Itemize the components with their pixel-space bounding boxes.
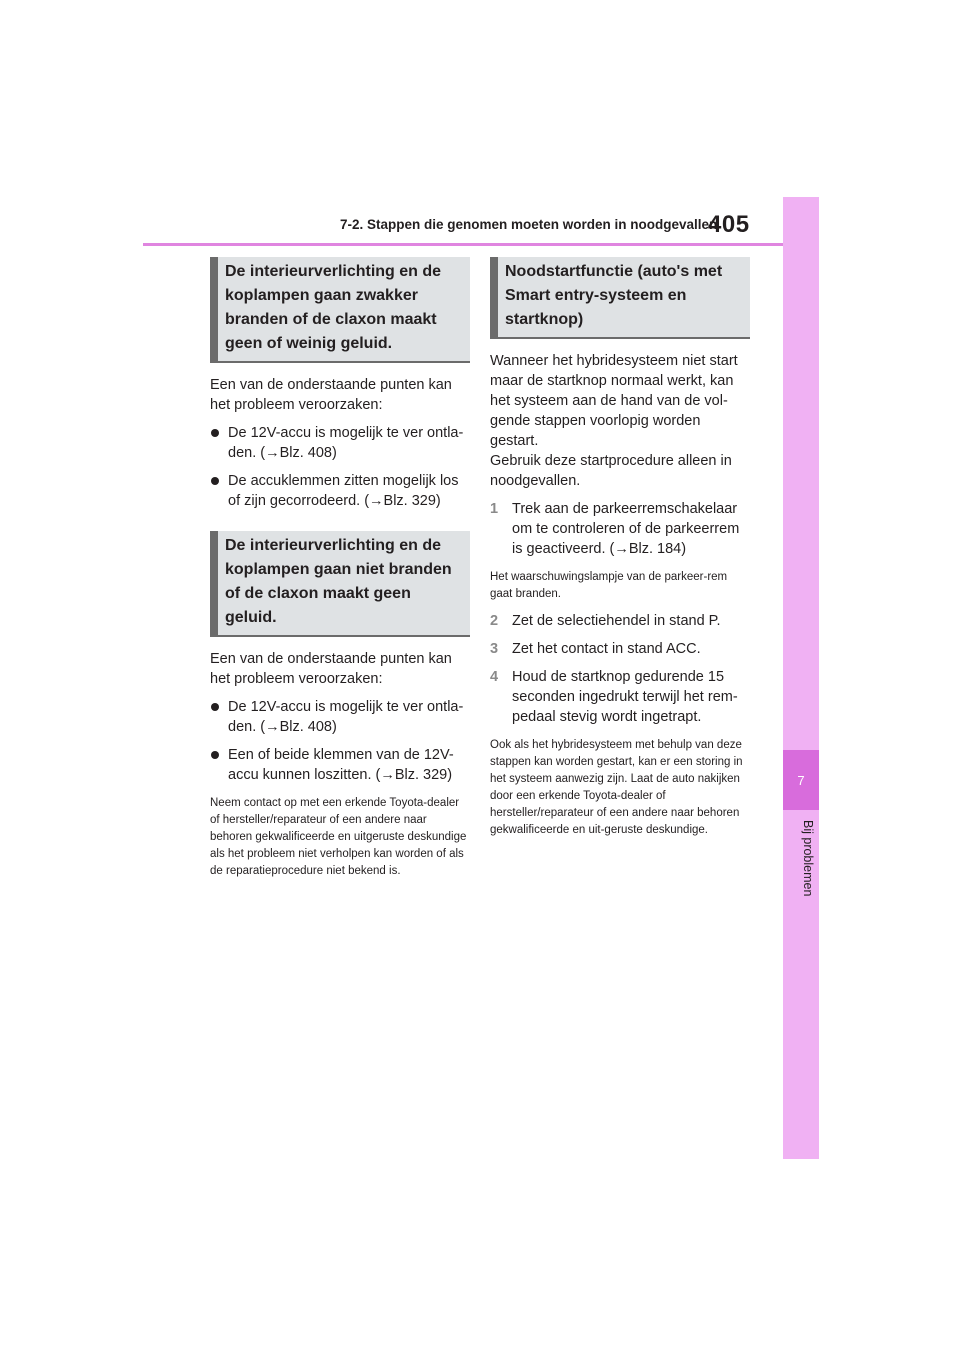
step-text: Trek aan de parkeerremschakelaar om te controleren of de parkeerrem is geactiveerd. (→Blz. 184) xyxy=(512,501,740,557)
section-heading-emergency-start: Noodstartfunctie (auto's met Smart entry-systeem en startknop) xyxy=(490,257,750,339)
section-intro: Een van de onderstaande punten kan het probleem veroorzaken: xyxy=(210,651,452,687)
section-intro-emergency-only: Gebruik deze startprocedure alleen in noodgevallen. xyxy=(490,453,732,489)
step-item xyxy=(490,639,750,659)
section-intro: Wanneer het hybridesysteem niet start maar de startknop normaal werkt, kan het systeem aan de hand van de vol-gende stappen voorlopig worden gestart. xyxy=(490,353,738,449)
page-number: 405 xyxy=(708,211,750,238)
step-item xyxy=(490,611,750,631)
step-number: 2 xyxy=(490,613,499,629)
list-item-text: De 12V-accu is mogelijk te ver ontla-den. (→Blz. 408) xyxy=(228,699,464,735)
bullet-icon xyxy=(211,477,219,485)
step-number: 4 xyxy=(490,669,499,685)
step-text: Houd de startknop gedurende 15 seconden ingedrukt terwijl het rem-pedaal stevig wordt ingetrapt. xyxy=(512,669,738,725)
right-column xyxy=(490,257,750,839)
bullet-icon xyxy=(211,429,219,437)
header-divider xyxy=(143,243,783,246)
step-text: Zet de selectiehendel in stand P. xyxy=(512,613,721,629)
list-item xyxy=(210,745,470,785)
step-text: Zet het contact in stand ACC. xyxy=(512,641,701,657)
bullet-icon xyxy=(211,751,219,759)
chapter-number: 7 xyxy=(797,772,805,788)
list-item-text: De accuklemmen zitten mogelijk los of zijn gecorrodeerd. (→Blz. 329) xyxy=(228,473,459,509)
list-item xyxy=(210,423,470,463)
section-heading-no-lights: De interieurverlichting en de koplampen gaan niet branden of de claxon maakt geen geluid. xyxy=(210,531,470,637)
list-item xyxy=(210,471,470,511)
running-header-title: 7-2. Stappen die genomen moeten worden in noodgevallen xyxy=(340,217,718,232)
bullet-icon xyxy=(211,703,219,711)
chapter-number-box xyxy=(783,750,819,810)
step-number: 1 xyxy=(490,501,499,517)
step-item xyxy=(490,667,750,727)
section-intro: Een van de onderstaande punten kan het probleem veroorzaken: xyxy=(210,377,452,413)
step-item xyxy=(490,499,750,559)
step-note: Het waarschuwingslampje van de parkeer-rem gaat branden. xyxy=(490,571,728,600)
dealer-note: Neem contact op met een erkende Toyota-dealer of hersteller/reparateur of een andere naar behoren gekwalificeerde en uitgeruste deskundige als het probleem niet verholpen kan worden of als de reparatieprocedure niet bekend is. xyxy=(210,797,467,877)
step-number: 3 xyxy=(490,641,499,657)
system-fault-note: Ook als het hybridesysteem met behulp van deze stappen kan worden gestart, kan er een storing in het systeem aanwezig zijn. Laat de auto nakijken door een erkende Toyota-dealer of hersteller/reparateur of een andere naar behoren gekwalificeerde en uit-geruste deskundige. xyxy=(490,739,743,836)
list-item xyxy=(210,697,470,737)
left-column xyxy=(210,257,470,880)
list-item-text: De 12V-accu is mogelijk te ver ontla-den. (→Blz. 408) xyxy=(228,425,464,461)
chapter-label: Bij problemen xyxy=(801,820,815,897)
list-item-text: Een of beide klemmen van de 12V-accu kunnen loszitten. (→Blz. 329) xyxy=(228,747,454,783)
section-heading-dim-lights: De interieurverlichting en de koplampen gaan zwakker branden of de claxon maakt geen of weinig geluid. xyxy=(210,257,470,363)
chapter-side-tab xyxy=(783,197,819,1159)
